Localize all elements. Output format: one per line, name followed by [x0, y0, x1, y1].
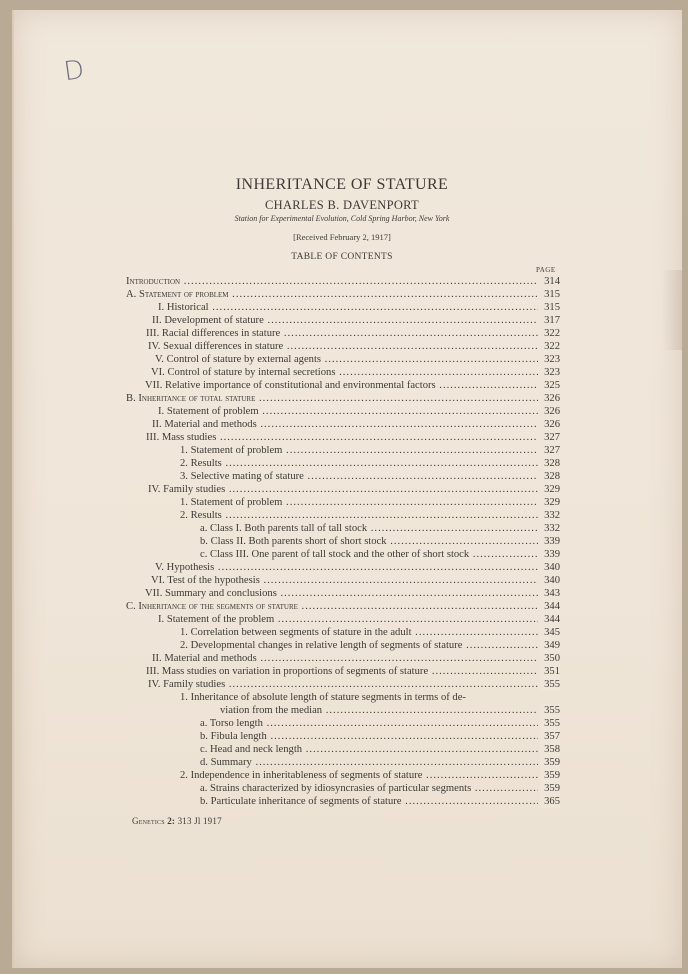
toc-entry [14, 691, 574, 704]
journal-volume: 2: [167, 816, 176, 826]
toc-entry-label: II. Material and methods [152, 653, 257, 664]
toc-entry [14, 509, 574, 522]
toc-entry-page: 326 [540, 392, 560, 405]
author-affiliation: Station for Experimental Evolution, Cold Spring Harbor, New York [234, 214, 450, 223]
article-title: INHERITANCE OF STATURE [235, 176, 449, 193]
toc-entry-label: 1. Statement of problem [180, 445, 283, 456]
toc-entry-page: 329 [540, 496, 560, 509]
toc-entry-page: 317 [540, 314, 560, 327]
toc-entry-label: 1. Statement of problem [180, 497, 283, 508]
toc-entry [14, 327, 574, 340]
toc-entry [14, 340, 574, 353]
toc-entry-page: 340 [540, 574, 560, 587]
toc-entry-page: 322 [540, 340, 560, 353]
toc-entry-label: II. Material and methods [152, 419, 257, 430]
toc-entry-page: 355 [540, 704, 560, 717]
toc-entry-label: C. Inheritance of the segments of stature [126, 601, 298, 612]
toc-entry-label: c. Class III. One parent of tall stock and the other of short stock [200, 549, 470, 560]
toc-entry-page: 328 [540, 457, 560, 470]
toc-entry-label: I. Statement of problem [158, 406, 259, 417]
page-column-label: PAGE [536, 266, 556, 274]
toc-entry-page: 351 [540, 665, 560, 678]
toc-entry-label: c. Head and neck length [200, 744, 303, 755]
author-name: CHARLES B. DAVENPORT [265, 198, 419, 212]
toc-entry-page: 314 [540, 275, 560, 288]
toc-entry [14, 444, 574, 457]
toc-entry [14, 639, 574, 652]
toc-entry [14, 301, 574, 314]
toc-entry [14, 795, 574, 808]
toc-entry [14, 522, 574, 535]
toc-entry [14, 652, 574, 665]
toc-entry-label: d. Summary [200, 757, 252, 768]
toc-entry-label: IV. Family studies [148, 679, 226, 690]
toc-entry [14, 288, 574, 301]
toc-entry-page: 343 [540, 587, 560, 600]
toc-entry [14, 405, 574, 418]
toc-entry-page: 350 [540, 652, 560, 665]
toc-entry [14, 730, 574, 743]
toc-entry-page: 358 [540, 743, 560, 756]
toc-entry [14, 704, 574, 717]
toc-entry-label: VII. Relative importance of constitutional and environmental factors [145, 380, 436, 391]
toc-entry-label: a. Strains characterized by idiosyncrasies of particular segments [200, 783, 472, 794]
toc-heading: TABLE OF CONTENTS [291, 252, 393, 262]
toc-entry-page: 327 [540, 444, 560, 457]
toc-entry-label: B. Inheritance of total stature [126, 393, 256, 404]
toc-entry-label: 2. Results [180, 510, 222, 521]
toc-entry-page: 349 [540, 639, 560, 652]
journal-issue-date: 313 Jl 1917 [177, 816, 222, 826]
toc-entry [14, 561, 574, 574]
toc-entry-label: a. Class I. Both parents tall of tall stock [200, 523, 368, 534]
toc-entry-page: 323 [540, 353, 560, 366]
toc-entry [14, 483, 574, 496]
toc-entry [14, 574, 574, 587]
toc-entry-label: I. Historical [158, 302, 209, 313]
toc-entry [14, 379, 574, 392]
toc-entry-page: 355 [540, 678, 560, 691]
toc-entry [14, 613, 574, 626]
toc-entry [14, 470, 574, 483]
toc-entry-label: II. Development of stature [152, 315, 264, 326]
toc-entry-label: Introduction [126, 276, 181, 287]
toc-entry [14, 535, 574, 548]
toc-entry-label: 3. Selective mating of stature [180, 471, 304, 482]
toc-entry [14, 587, 574, 600]
toc-entry-label: A. Statement of problem [126, 289, 229, 300]
toc-entry [14, 314, 574, 327]
toc-entry-page: 345 [540, 626, 560, 639]
toc-entry-page: 355 [540, 717, 560, 730]
toc-entry-page: 329 [540, 483, 560, 496]
toc-entry-page: 359 [540, 769, 560, 782]
toc-entry-label: 1. Correlation between segments of stature in the adult [180, 627, 412, 638]
toc-entry-label: IV. Sexual differences in stature [148, 341, 284, 352]
handwritten-margin-note: D [62, 54, 87, 88]
document-page [12, 10, 682, 968]
toc-entry-label: VI. Control of stature by internal secretions [151, 367, 336, 378]
toc-entry [14, 769, 574, 782]
toc-entry [14, 782, 574, 795]
toc-entry-page: 339 [540, 548, 560, 561]
toc-entry-page: 315 [540, 288, 560, 301]
toc-entry [14, 756, 574, 769]
toc-entry [14, 678, 574, 691]
toc-entry-label: IV. Family studies [148, 484, 226, 495]
toc-entry [14, 457, 574, 470]
toc-entry [14, 600, 574, 613]
toc-entry-page: 339 [540, 535, 560, 548]
toc-entry-page: 332 [540, 522, 560, 535]
toc-entry [14, 717, 574, 730]
toc-entry-page: 359 [540, 756, 560, 769]
toc-entry-page: 344 [540, 613, 560, 626]
toc-entry-page: 326 [540, 418, 560, 431]
toc-entry-page: 340 [540, 561, 560, 574]
toc-entry-page: 365 [540, 795, 560, 808]
received-date: [Received February 2, 1917] [293, 232, 391, 242]
toc-entry-label: VII. Summary and conclusions [145, 588, 277, 599]
toc-entry-label: III. Mass studies [146, 432, 217, 443]
toc-entry-label: 2. Independence in inheritableness of segments of stature [180, 770, 423, 781]
toc-entry [14, 496, 574, 509]
toc-entry [14, 431, 574, 444]
journal-citation [132, 816, 222, 826]
toc-entry-page: 357 [540, 730, 560, 743]
toc-entry-label: V. Control of stature by external agents [155, 354, 322, 365]
toc-entry-page: 315 [540, 301, 560, 314]
toc-entry [14, 418, 574, 431]
toc-entry-label: 2. Results [180, 458, 222, 469]
toc-entry-page: 328 [540, 470, 560, 483]
toc-entry-label: a. Torso length [200, 718, 263, 729]
toc-entry-label: 2. Developmental changes in relative length of segments of stature [180, 640, 463, 651]
toc-entry-label: b. Fibula length [200, 731, 267, 742]
toc-entry-page: 322 [540, 327, 560, 340]
toc-entry-label: III. Mass studies on variation in proportions of segments of stature [146, 666, 429, 677]
toc-entry-label: I. Statement of the problem [158, 614, 275, 625]
toc-entry-page: 332 [540, 509, 560, 522]
journal-name: Genetics [132, 816, 165, 826]
toc-entry-page: 326 [540, 405, 560, 418]
toc-entry-label: VI. Test of the hypothesis [151, 575, 260, 586]
toc-entry [14, 548, 574, 561]
toc-entry [14, 743, 574, 756]
toc-entry-page: 327 [540, 431, 560, 444]
toc-entry [14, 392, 574, 405]
table-of-contents [14, 275, 574, 808]
toc-entry-label: b. Particulate inheritance of segments of stature [200, 796, 402, 807]
toc-entry-page: 325 [540, 379, 560, 392]
toc-entry [14, 366, 574, 379]
toc-entry-label: b. Class II. Both parents short of short stock [200, 536, 387, 547]
toc-entry-label: V. Hypothesis [155, 562, 215, 573]
toc-entry [14, 353, 574, 366]
toc-entry [14, 275, 574, 288]
toc-entry-label: III. Racial differences in stature [146, 328, 281, 339]
toc-entry [14, 665, 574, 678]
toc-entry-page: 344 [540, 600, 560, 613]
paper-crease [662, 270, 682, 350]
toc-entry-page: 323 [540, 366, 560, 379]
toc-entry-label: viation from the median [220, 705, 323, 716]
toc-entry [14, 626, 574, 639]
toc-entry-label: 1. Inheritance of absolute length of stature segments in terms of de- [180, 692, 466, 703]
toc-entry-page: 359 [540, 782, 560, 795]
